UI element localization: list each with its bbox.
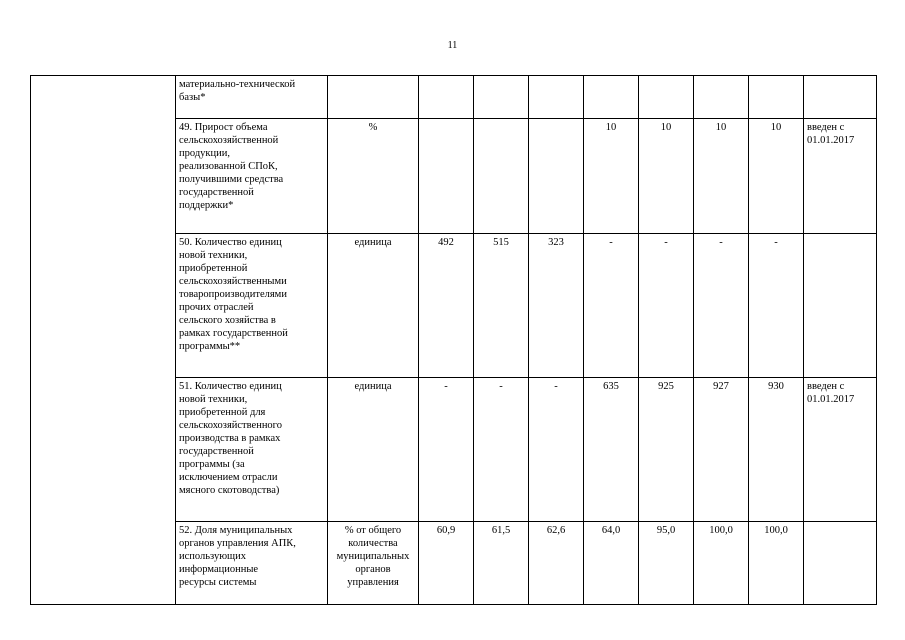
- note-cell: введен с 01.01.2017: [804, 119, 877, 234]
- note-cell: [804, 76, 877, 119]
- value-cell: -: [529, 378, 584, 522]
- unit-cell: единица: [328, 234, 419, 378]
- value-cell: [749, 76, 804, 119]
- value-cell: -: [474, 378, 529, 522]
- value-cell: 927: [694, 378, 749, 522]
- value-cell: -: [639, 234, 694, 378]
- value-cell: 100,0: [749, 522, 804, 605]
- program-cell: [31, 76, 176, 605]
- value-cell: [529, 119, 584, 234]
- value-cell: 492: [419, 234, 474, 378]
- indicators-table: [30, 75, 877, 605]
- indicator-name: 52. Доля муниципальных органов управления АПК, использующих информационные ресурсы системы: [176, 522, 328, 605]
- value-cell: 95,0: [639, 522, 694, 605]
- indicator-name: 51. Количество единиц новой техники, приобретенной для сельскохозяйственного производства в рамках государственной программы (за исключением отрасли мясного скотоводства): [176, 378, 328, 522]
- value-cell: 61,5: [474, 522, 529, 605]
- value-cell: 100,0: [694, 522, 749, 605]
- unit-cell: % от общего количества муниципальных органов управления: [328, 522, 419, 605]
- value-cell: 930: [749, 378, 804, 522]
- value-cell: 10: [639, 119, 694, 234]
- value-cell: -: [584, 234, 639, 378]
- value-cell: [419, 119, 474, 234]
- value-cell: 64,0: [584, 522, 639, 605]
- value-cell: 10: [694, 119, 749, 234]
- table-row: [31, 76, 877, 119]
- value-cell: [474, 76, 529, 119]
- value-cell: [694, 76, 749, 119]
- value-cell: [474, 119, 529, 234]
- value-cell: 10: [749, 119, 804, 234]
- indicator-name: материально-технической базы*: [176, 76, 328, 119]
- note-cell: [804, 522, 877, 605]
- indicator-name: 49. Прирост объема сельскохозяйственной продукции, реализованной СПоК, получившими средства государственной поддержки*: [176, 119, 328, 234]
- value-cell: 323: [529, 234, 584, 378]
- value-cell: 62,6: [529, 522, 584, 605]
- indicator-name: 50. Количество единиц новой техники, приобретенной сельскохозяйственными товаропроизводителями прочих отраслей сельского хозяйства в рамках государственной программы**: [176, 234, 328, 378]
- value-cell: 925: [639, 378, 694, 522]
- value-cell: 515: [474, 234, 529, 378]
- page-number: 11: [447, 40, 458, 51]
- value-cell: [529, 76, 584, 119]
- note-cell: введен с 01.01.2017: [804, 378, 877, 522]
- value-cell: [419, 76, 474, 119]
- value-cell: -: [419, 378, 474, 522]
- unit-cell: [328, 76, 419, 119]
- value-cell: 635: [584, 378, 639, 522]
- note-cell: [804, 234, 877, 378]
- value-cell: 60,9: [419, 522, 474, 605]
- value-cell: 10: [584, 119, 639, 234]
- unit-cell: %: [328, 119, 419, 234]
- value-cell: [584, 76, 639, 119]
- value-cell: [639, 76, 694, 119]
- value-cell: -: [694, 234, 749, 378]
- value-cell: -: [749, 234, 804, 378]
- unit-cell: единица: [328, 378, 419, 522]
